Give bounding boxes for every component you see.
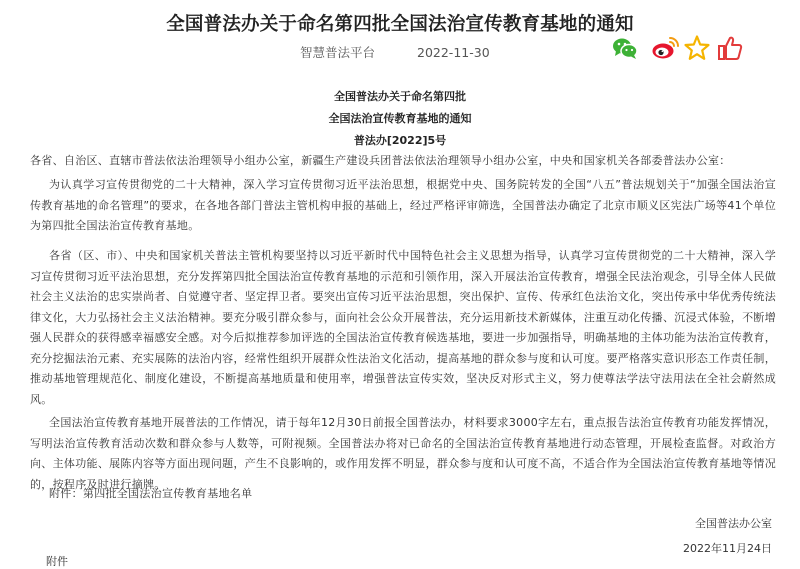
article-source[interactable]: 智慧普法平台	[300, 45, 376, 60]
doc-paragraph-1: 为认真学习宣传贯彻党的二十大精神，深入学习宣传贯彻习近平法治思想，根据党中央、国务院转发的全国“八五”普法规划关于“加强全国法治宣传教育基地的命名管理”的要求，在各地各部门普法主管机构申报的基础上，经过严格评审筛选，全国普法办确定了北京市顺义区宪法广场等41个单位为第四批全国法治宣传教育基地。	[30, 178, 776, 232]
doc-recipients: 各省、自治区、直辖市普法依法治理领导小组办公室，新疆生产建设兵团普法依法治理领导小组办公室，中央和国家机关各部委普法办公室：	[30, 154, 731, 167]
article-meta	[300, 43, 490, 61]
attachment-heading-cut: 附件	[46, 555, 68, 568]
doc-heading-line1: 全国普法办关于命名第四批	[334, 90, 466, 103]
wechat-icon[interactable]	[611, 34, 639, 62]
page-title: 全国普法办关于命名第四批全国法治宣传教育基地的通知	[166, 14, 634, 35]
doc-heading-line2: 全国法治宣传教育基地的通知	[328, 112, 472, 125]
doc-sign-date: 2022年11月24日	[683, 542, 772, 555]
like-thumb-icon[interactable]	[717, 34, 745, 62]
doc-signature: 全国普法办公室	[695, 517, 772, 530]
doc-paragraph-2: 各省（区、市）、中央和国家机关普法主管机构要坚持以习近平新时代中国特色社会主义思想为指导，认真学习宣传贯彻党的二十大精神，深入学习宣传贯彻习近平法治思想，充分发挥第四批全国法治宣传教育基地的示范和引领作用，深入开展法治宣传教育，增强全民法治观念，引导全体人民做社会主义法治的忠实崇尚者、自觉遵守者、坚定捍卫者。要突出宣传习近平法治思想，突出保护、宣传、传承红色法治文化，突出传承中华优秀传统法律文化，大力弘扬社会主义法治精神。要充分吸引群众参与，面向社会公众开展普法，充分运用新技术新媒体，注重互动化传播、沉浸式体验，不断增强人民群众的获得感幸福感安全感。对今后拟推荐参加评选的全国法治宣传教育候选基地，要进一步加强指导，明确基地的主体功能为法治宣传教育，充分挖掘法治元素、充实展陈的法治内容，经常性组织开展群众性法治文化活动，提高基地的群众参与度和认可度。要严格落实意识形态工作责任制，推动基地管理规范化、制度化建设，不断提高基地质量和使用率，增强普法宣传实效，坚决反对形式主义，努力使尊法学法守法用法在全社会蔚然成风。	[30, 249, 776, 406]
favorite-star-icon[interactable]	[683, 34, 711, 62]
doc-paragraph-3: 全国法治宣传教育基地开展普法的工作情况，请于每年12月30日前报全国普法办，材料要求3000字左右，重点报告法治宣传教育功能发挥情况，写明法治宣传教育活动次数和群众参与人数等，可附视频。全国普法办将对已命名的全国法治宣传教育基地进行动态管理，开展检查监督。对政治方向、主体功能、展陈内容等方面出现问题，产生不良影响的，或作用发挥不明显，群众参与度和认可度不高，不适合作为全国法治宣传教育基地等情况的，按程序及时进行摘牌。	[30, 416, 776, 491]
doc-attachment[interactable]: 附件：第四批全国法治宣传教育基地名单	[49, 487, 253, 500]
weibo-icon[interactable]	[651, 34, 679, 62]
article-date: 2022-11-30	[417, 45, 490, 60]
doc-number: 普法办[2022]5号	[353, 134, 447, 147]
